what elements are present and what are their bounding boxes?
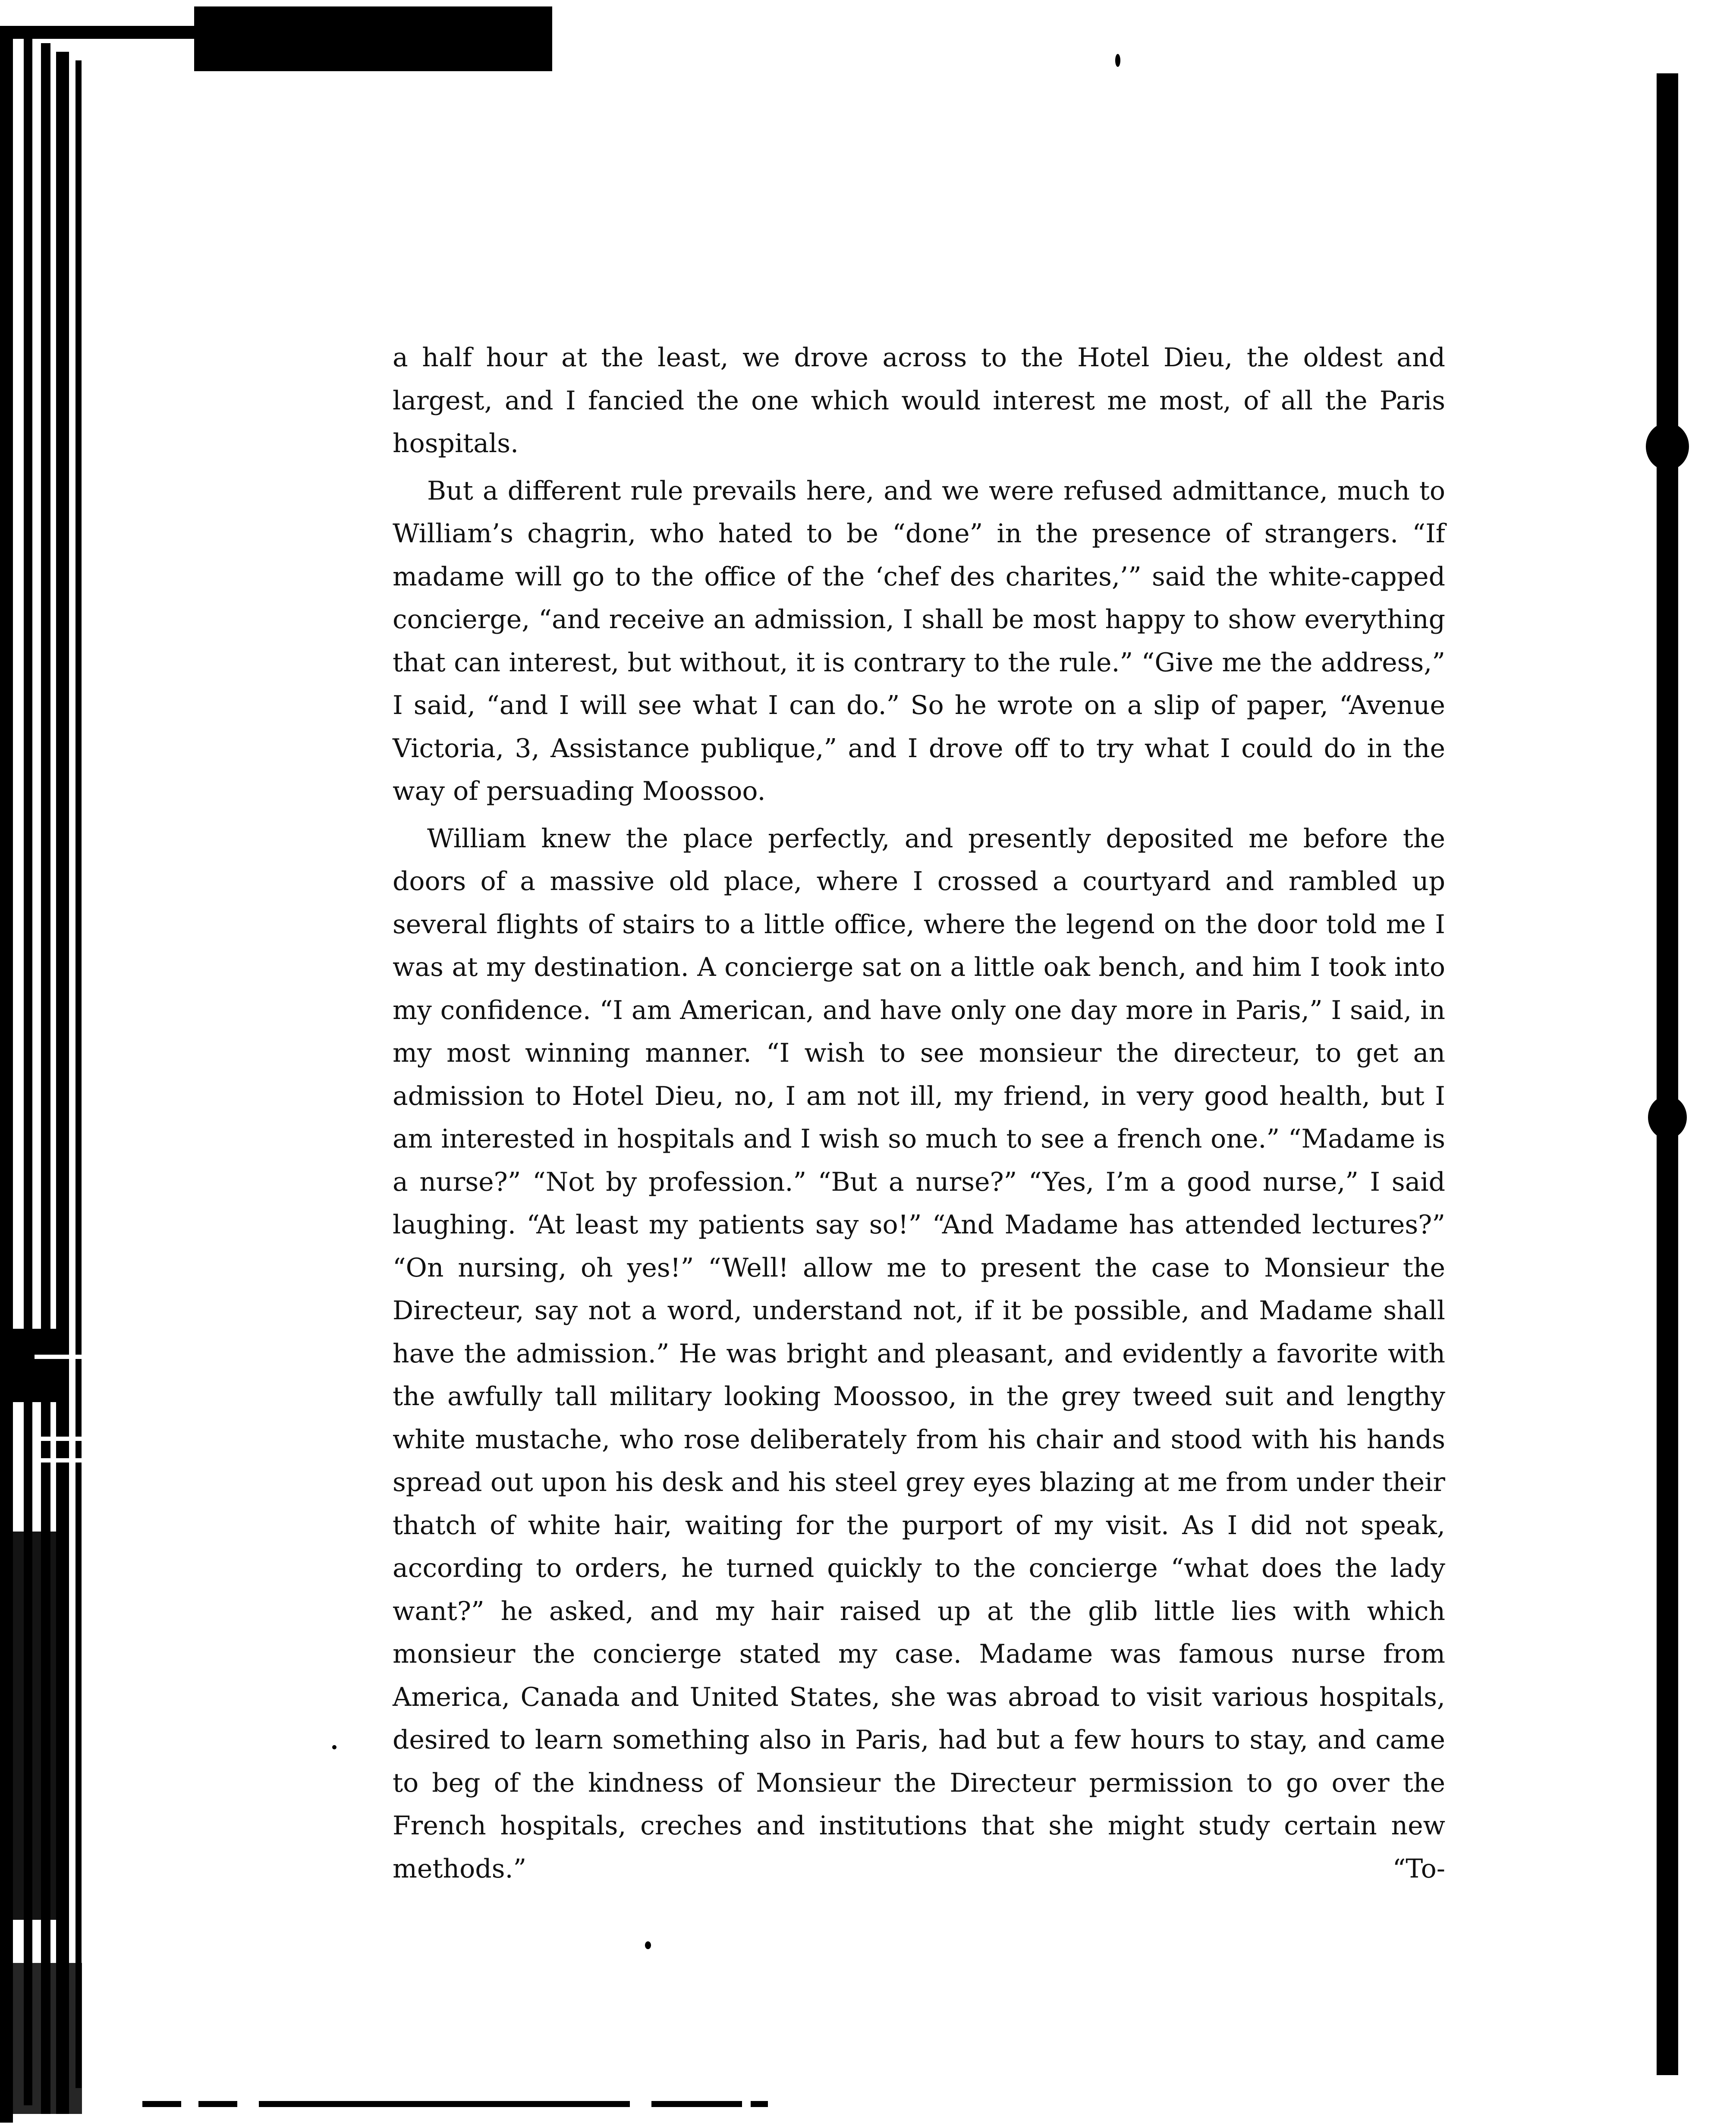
scan-artifact-tick bbox=[1115, 54, 1120, 67]
scan-artifact-right-knob bbox=[1646, 423, 1689, 470]
scan-artifact-bottom-dash bbox=[751, 2101, 768, 2107]
scan-artifact-right-knob bbox=[1648, 1096, 1687, 1139]
scan-artifact-top-bar bbox=[194, 6, 552, 71]
scan-artifact-bottom-dash bbox=[142, 2101, 181, 2107]
scan-artifact-dot bbox=[645, 1941, 651, 1949]
paragraph: But a different rule prevails here, and we were refused admittance, much to William’s chagrin, who hated to be “done” in the presence of strangers. “If madame will go to the office of the ‘chef des charites,’” said the white-capped concierge, “and receive an admission, I shall be most happy to show everything that can interest, but without, it is contrary to the rule.” “Give me the address,” I said, “and I will see what I can do.” So he wrote on a slip of paper, “Avenue Victoria, 3, Assistance publique,” and I drove off to try what I could do in the way of persuading Moossoo. bbox=[393, 475, 1445, 806]
scan-artifact-left-block bbox=[0, 1963, 82, 2114]
scan-artifact-bottom-dash bbox=[198, 2101, 237, 2107]
scan-artifact-stripe bbox=[35, 1437, 95, 1441]
scan-artifact-left-block bbox=[0, 1329, 60, 1402]
scan-artifact-bottom-dash bbox=[259, 2101, 630, 2107]
scan-artifact-bottom-dash bbox=[651, 2101, 742, 2107]
document-body bbox=[393, 337, 1445, 1895]
scan-artifact-left-edge bbox=[75, 60, 82, 2088]
scan-artifact-right-edge bbox=[1657, 73, 1678, 2075]
scan-artifact-stripe bbox=[35, 1458, 95, 1463]
scan-artifact-dot bbox=[332, 1745, 337, 1749]
paragraph: William knew the place perfectly, and presently deposited me before the doors of a massive old place, where I crossed a courtyard and rambled up several flights of stairs to a little office, where the legend on the door told me I was at my destination. A concierge sat on a little oak bench, and him I took into my confidence. “I am American, and have only one day more in Paris,” I said, in my most winning manner. “I wish to see monsieur the directeur, to get an admission to Hotel Dieu, no, I am not ill, my friend, in very good health, but I am interested in hospitals and I wish so much to see a french one.” “Madame is a nurse?” “Not by profession.” “But a nurse?” “Yes, I’m a good nurse,” I said laughing. “At least my patients say so!” “And Madame has attended lectures?” “On nursing, oh yes!” “Well! allow me to present the case to Monsieur the Directeur, say not a word, understand not, if it be possible, and Madame shall have the admission.” He was bright and pleasant, and evidently a favorite with the awfully tall military looking Moossoo, in the grey tweed suit and lengthy white mustache, who rose deliberately from his chair and stood with his hands spread out upon his desk and his steel grey eyes blazing at me from under their thatch of white hair, waiting for the purport of my visit. As I did not speak, according to orders, he turned quickly to the concierge “what does the lady want?” he asked, and my hair raised up at the glib little lies with which monsieur the concierge stated my case. Madame was famous nurse from America, Canada and United States, she was abroad to visit various hospitals, desired to learn something also in Paris, had but a few hours to stay, and came to beg of the kindness of Monsieur the Directeur permission to go over the French hospitals, creches and institutions that she might study certain new methods.” “To- bbox=[393, 823, 1445, 1884]
scan-artifact-stripe bbox=[35, 1355, 95, 1359]
scan-artifact-left-block bbox=[4, 1532, 69, 1920]
paragraph: a half hour at the least, we drove across to the Hotel Dieu, the oldest and largest, and I fancied the one which would interest me most, of all the Paris hospitals. bbox=[393, 343, 1445, 459]
